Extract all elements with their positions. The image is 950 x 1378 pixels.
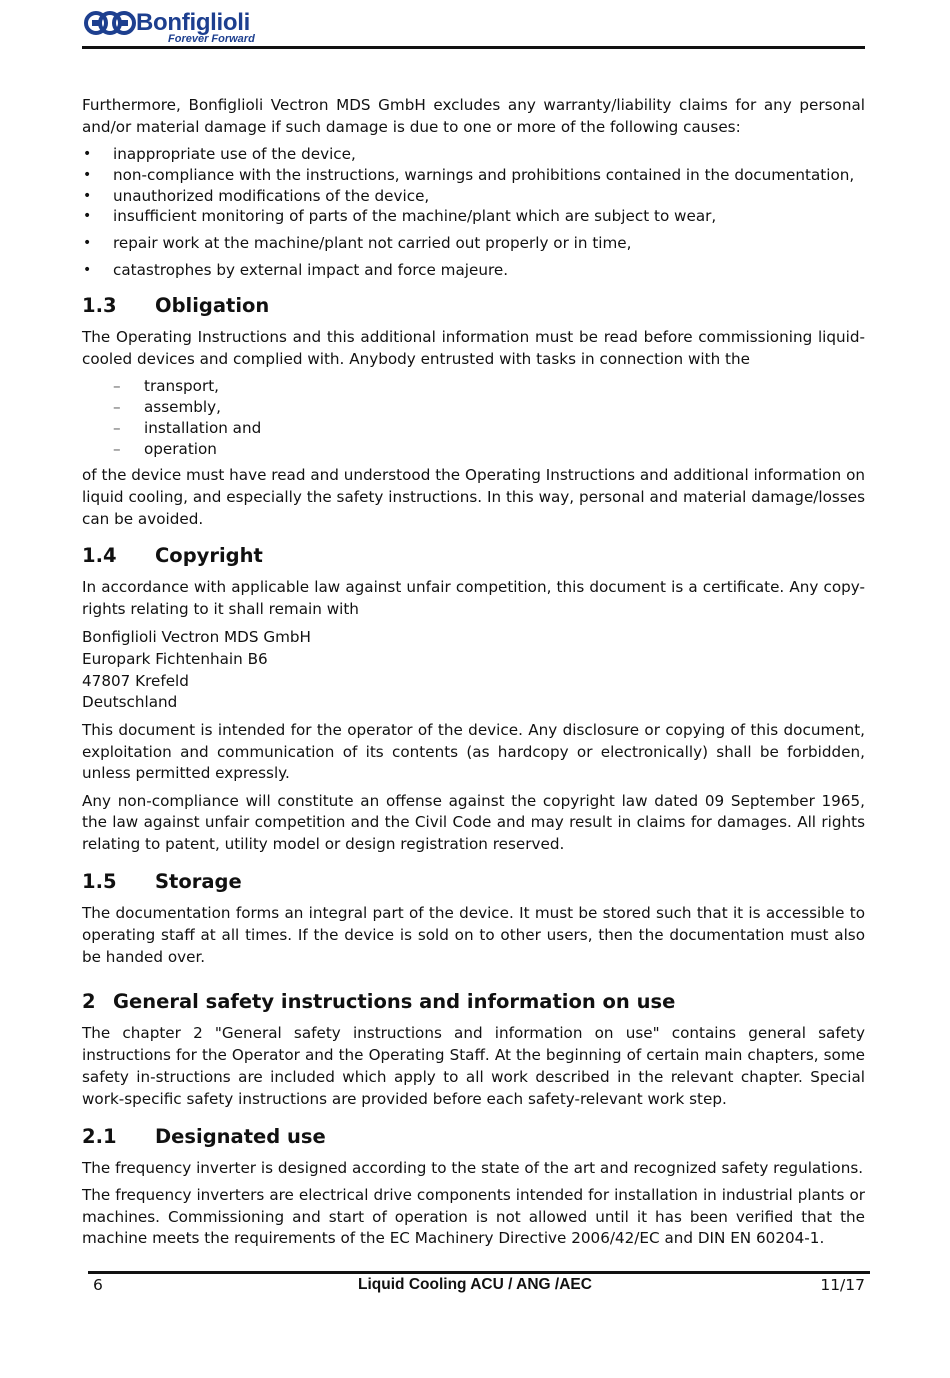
section-title: Designated use xyxy=(155,1124,326,1148)
section-number: 2.1 xyxy=(82,1124,117,1148)
address-line: Bonfiglioli Vectron MDS GmbH xyxy=(82,628,311,647)
section-number: 1.4 xyxy=(82,544,117,568)
list-item: • unauthorized modifications of the device, xyxy=(82,186,865,207)
list-item: – assembly, xyxy=(82,397,865,418)
list-item: – transport, xyxy=(82,376,865,397)
chapter-number: 2 xyxy=(82,990,96,1014)
obligation-paragraph-1: The Operating Instructions and this additional information must be read before commissioning liquid-cooled devices and complied with. Anybody entrusted with tasks in connection with the xyxy=(82,328,865,369)
storage-paragraph: The documentation forms an integral part of the device. It must be stored such that it is accessible to operating staff at all times. If the device is sold on to other users, then the documentation must also be handed over. xyxy=(82,903,865,966)
section-heading-designated-use xyxy=(82,1125,865,1149)
copyright-paragraph-1: In accordance with applicable law against unfair competition, this document is a certificate. Any copy-rights relating to it shall remain with xyxy=(82,578,865,619)
address-line: 47807 Krefeld xyxy=(82,671,189,690)
logo-tagline: Forever Forward xyxy=(168,33,255,45)
section-heading-storage xyxy=(82,870,865,894)
section-heading-copyright xyxy=(82,544,865,568)
bonfiglioli-logo-icon xyxy=(84,8,136,38)
list-item: – installation and xyxy=(82,418,865,439)
address-line: Deutschland xyxy=(82,693,178,712)
tasks-list xyxy=(82,376,865,460)
chapter-heading-safety xyxy=(82,990,865,1014)
intro-paragraph: Furthermore, Bonfiglioli Vectron MDS GmbH excludes any warranty/liability claims for any personal and/or material damage if such damage is due to one or more of the following causes: xyxy=(82,96,865,136)
document-date: 11/17 xyxy=(820,1276,865,1294)
designated-use-paragraph-1: The frequency inverter is designed according to the state of the art and recognized safety regulations. xyxy=(82,1158,864,1177)
section-title: Obligation xyxy=(155,294,270,318)
header-divider xyxy=(82,46,865,49)
copyright-paragraph-3: Any non-compliance will constitute an offense against the copyright law dated 09 September 1965, the law against unfair competition and the Civil Code and may result in claims for damages. All rights relating to patent, utility model or design registration reserved. xyxy=(82,791,865,854)
document-body xyxy=(82,95,865,1256)
causes-list xyxy=(82,144,865,280)
list-item: • catastrophes by external impact and force majeure. xyxy=(82,260,865,281)
copyright-paragraph-2: This document is intended for the operator of the device. Any disclosure or copying of this document, exploitation and communication of its contents (as hardcopy or electronically) shall be forbidden, unless permitted expressly. xyxy=(82,720,865,783)
company-address xyxy=(82,627,865,714)
obligation-paragraph-2: of the device must have read and understood the Operating Instructions and additional information on liquid cooling, and especially the safety instructions. In this way, personal and material damage/losses can be avoided. xyxy=(82,466,865,528)
footer-divider xyxy=(88,1271,870,1274)
page-number: 6 xyxy=(93,1276,103,1294)
safety-paragraph: The chapter 2 "General safety instructions and information on use" contains general safety instructions for the Operator and the Operating Staff. At the beginning of certain main chapters, some safety in-structions are included which apply to all work described in the relevant chapter. Special work-specific safety instructions are provided before each safety-relevant work step. xyxy=(82,1024,865,1108)
section-heading-obligation xyxy=(82,294,865,318)
chapter-title: General safety instructions and information on use xyxy=(113,990,676,1014)
section-title: Storage xyxy=(155,869,242,893)
list-item: • inappropriate use of the device, xyxy=(82,144,865,165)
document-title: Liquid Cooling ACU / ANG /AEC xyxy=(358,1276,592,1293)
list-item: • repair work at the machine/plant not carried out properly or in time, xyxy=(82,233,865,254)
list-item: • insufficient monitoring of parts of the machine/plant which are subject to wear, xyxy=(82,206,865,227)
designated-use-paragraph-2: The frequency inverters are electrical drive components intended for installation in industrial plants or machines. Commissioning and start of operation is not allowed until it has been verified that the machine meets the requirements of the EC Machinery Directive 2006/42/EC and DIN EN 60204-1. xyxy=(82,1185,865,1248)
section-number: 1.5 xyxy=(82,869,117,893)
list-item: • non-compliance with the instructions, warnings and prohibitions contained in the documentation, xyxy=(82,165,865,186)
section-number: 1.3 xyxy=(82,294,117,318)
logo-wordmark: Bonfiglioli xyxy=(136,9,251,36)
section-title: Copyright xyxy=(155,544,263,568)
address-line: Europark Fichtenhain B6 xyxy=(82,649,268,668)
list-item: – operation xyxy=(82,439,865,460)
company-logo xyxy=(84,6,259,46)
